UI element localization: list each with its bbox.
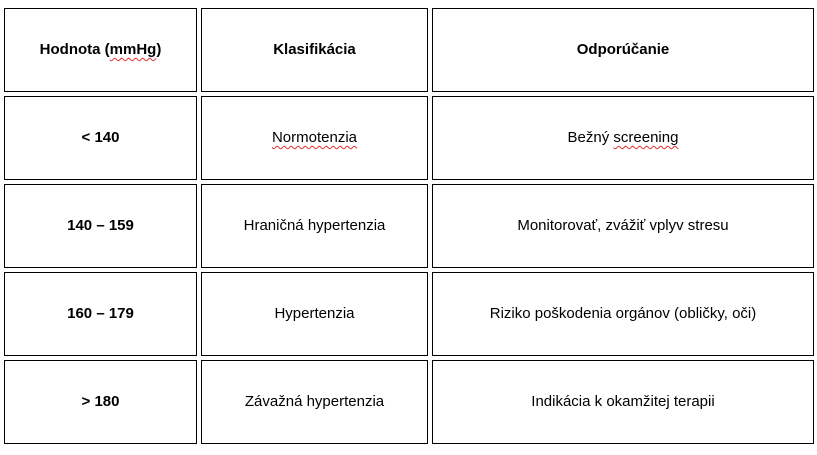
- row-4-classification: Závažná hypertenzia: [201, 360, 428, 444]
- row-1-recommendation-flagged: screening: [613, 129, 679, 146]
- row-1-classification: [201, 96, 428, 180]
- row-2-classification: Hraničná hypertenzia: [201, 184, 428, 268]
- row-3-value: 160 – 179: [4, 272, 197, 356]
- row-3-recommendation: Riziko poškodenia orgánov (obličky, oči): [432, 272, 814, 356]
- row-1-classification-text: Normotenzia: [271, 129, 358, 146]
- row-3-classification: Hypertenzia: [201, 272, 428, 356]
- row-1-recommendation: [432, 96, 814, 180]
- header-value-prefix: Hodnota (: [39, 41, 110, 58]
- row-4-recommendation: Indikácia k okamžitej terapii: [432, 360, 814, 444]
- row-1-value: < 140: [4, 96, 197, 180]
- header-value-suffix: ): [156, 41, 162, 58]
- row-2-recommendation: Monitorovať, zvážiť vplyv stresu: [432, 184, 814, 268]
- header-classification: Klasifikácia: [201, 8, 428, 92]
- row-2-value: 140 – 159: [4, 184, 197, 268]
- row-4-value: > 180: [4, 360, 197, 444]
- header-value-unit: mmHg: [109, 41, 157, 58]
- header-value: [4, 8, 197, 92]
- row-1-recommendation-prefix: Bežný: [567, 129, 614, 146]
- blood-pressure-table: [4, 8, 814, 444]
- header-recommendation: Odporúčanie: [432, 8, 814, 92]
